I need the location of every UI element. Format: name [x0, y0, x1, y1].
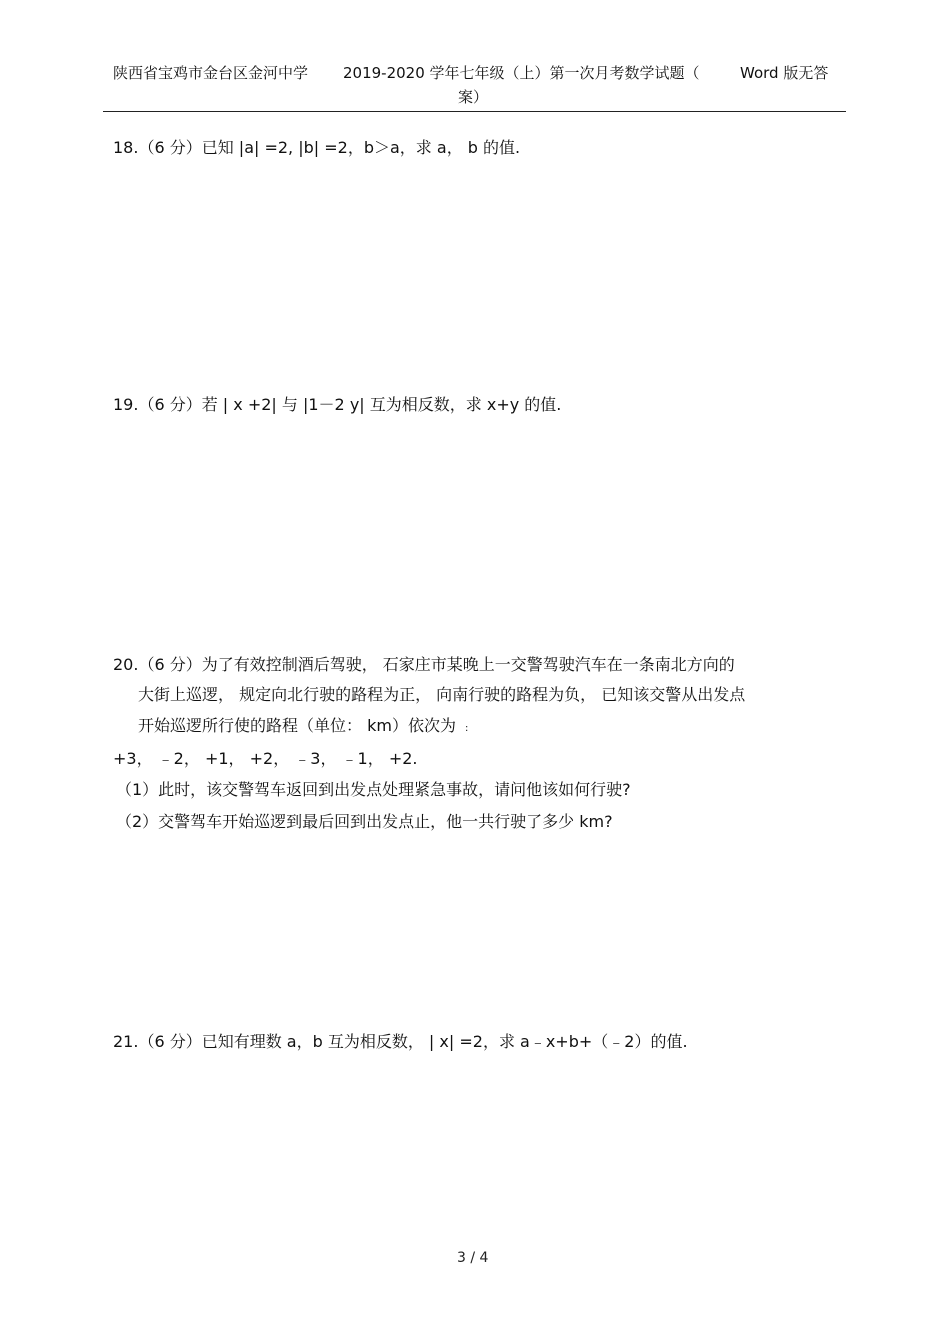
question-20-line-2: 大街上巡逻， 规定向北行驶的路程为正， 向南行驶的路程为负， 已知该交警从出发点	[138, 685, 746, 704]
header-divider	[103, 111, 846, 112]
header-line-2: 案）	[458, 88, 489, 106]
question-20-line-3: 开始巡逻所行使的路程（单位： km）依次为 :	[138, 716, 469, 735]
question-20-sub-1: （1）此时，该交警驾车返回到出发点处理紧急事故，请问他该如何行驶?	[116, 780, 631, 799]
question-19: 19.（6 分）若 | x +2| 与 |1－2 y| 互为相反数，求 x+y 的值.	[113, 395, 562, 414]
header-school: 陕西省宝鸡市金台区金河中学	[113, 64, 309, 82]
header-exam-title: 2019-2020 学年七年级（上）第一次月考数学试题（	[343, 64, 700, 82]
question-20-sub-2: （2）交警驾车开始巡逻到最后回到出发点止，他一共行驶了多少 km?	[116, 812, 613, 831]
question-18: 18.（6 分）已知 |a| =2, |b| =2，b＞a，求 a， b 的值.	[113, 138, 521, 157]
header-version: Word 版无答	[740, 64, 829, 82]
question-20-values: +3， ﹣2， +1， +2， ﹣3， ﹣1， +2.	[113, 749, 418, 768]
question-20-line-1: 20.（6 分）为了有效控制酒后驾驶， 石家庄市某晚上一交警驾驶汽车在一条南北方向的	[113, 655, 735, 674]
page-number: 3 / 4	[457, 1250, 489, 1266]
question-21: 21.（6 分）已知有理数 a，b 互为相反数， | x| =2，求 a﹣x+b+（﹣2）的值.	[113, 1032, 688, 1051]
